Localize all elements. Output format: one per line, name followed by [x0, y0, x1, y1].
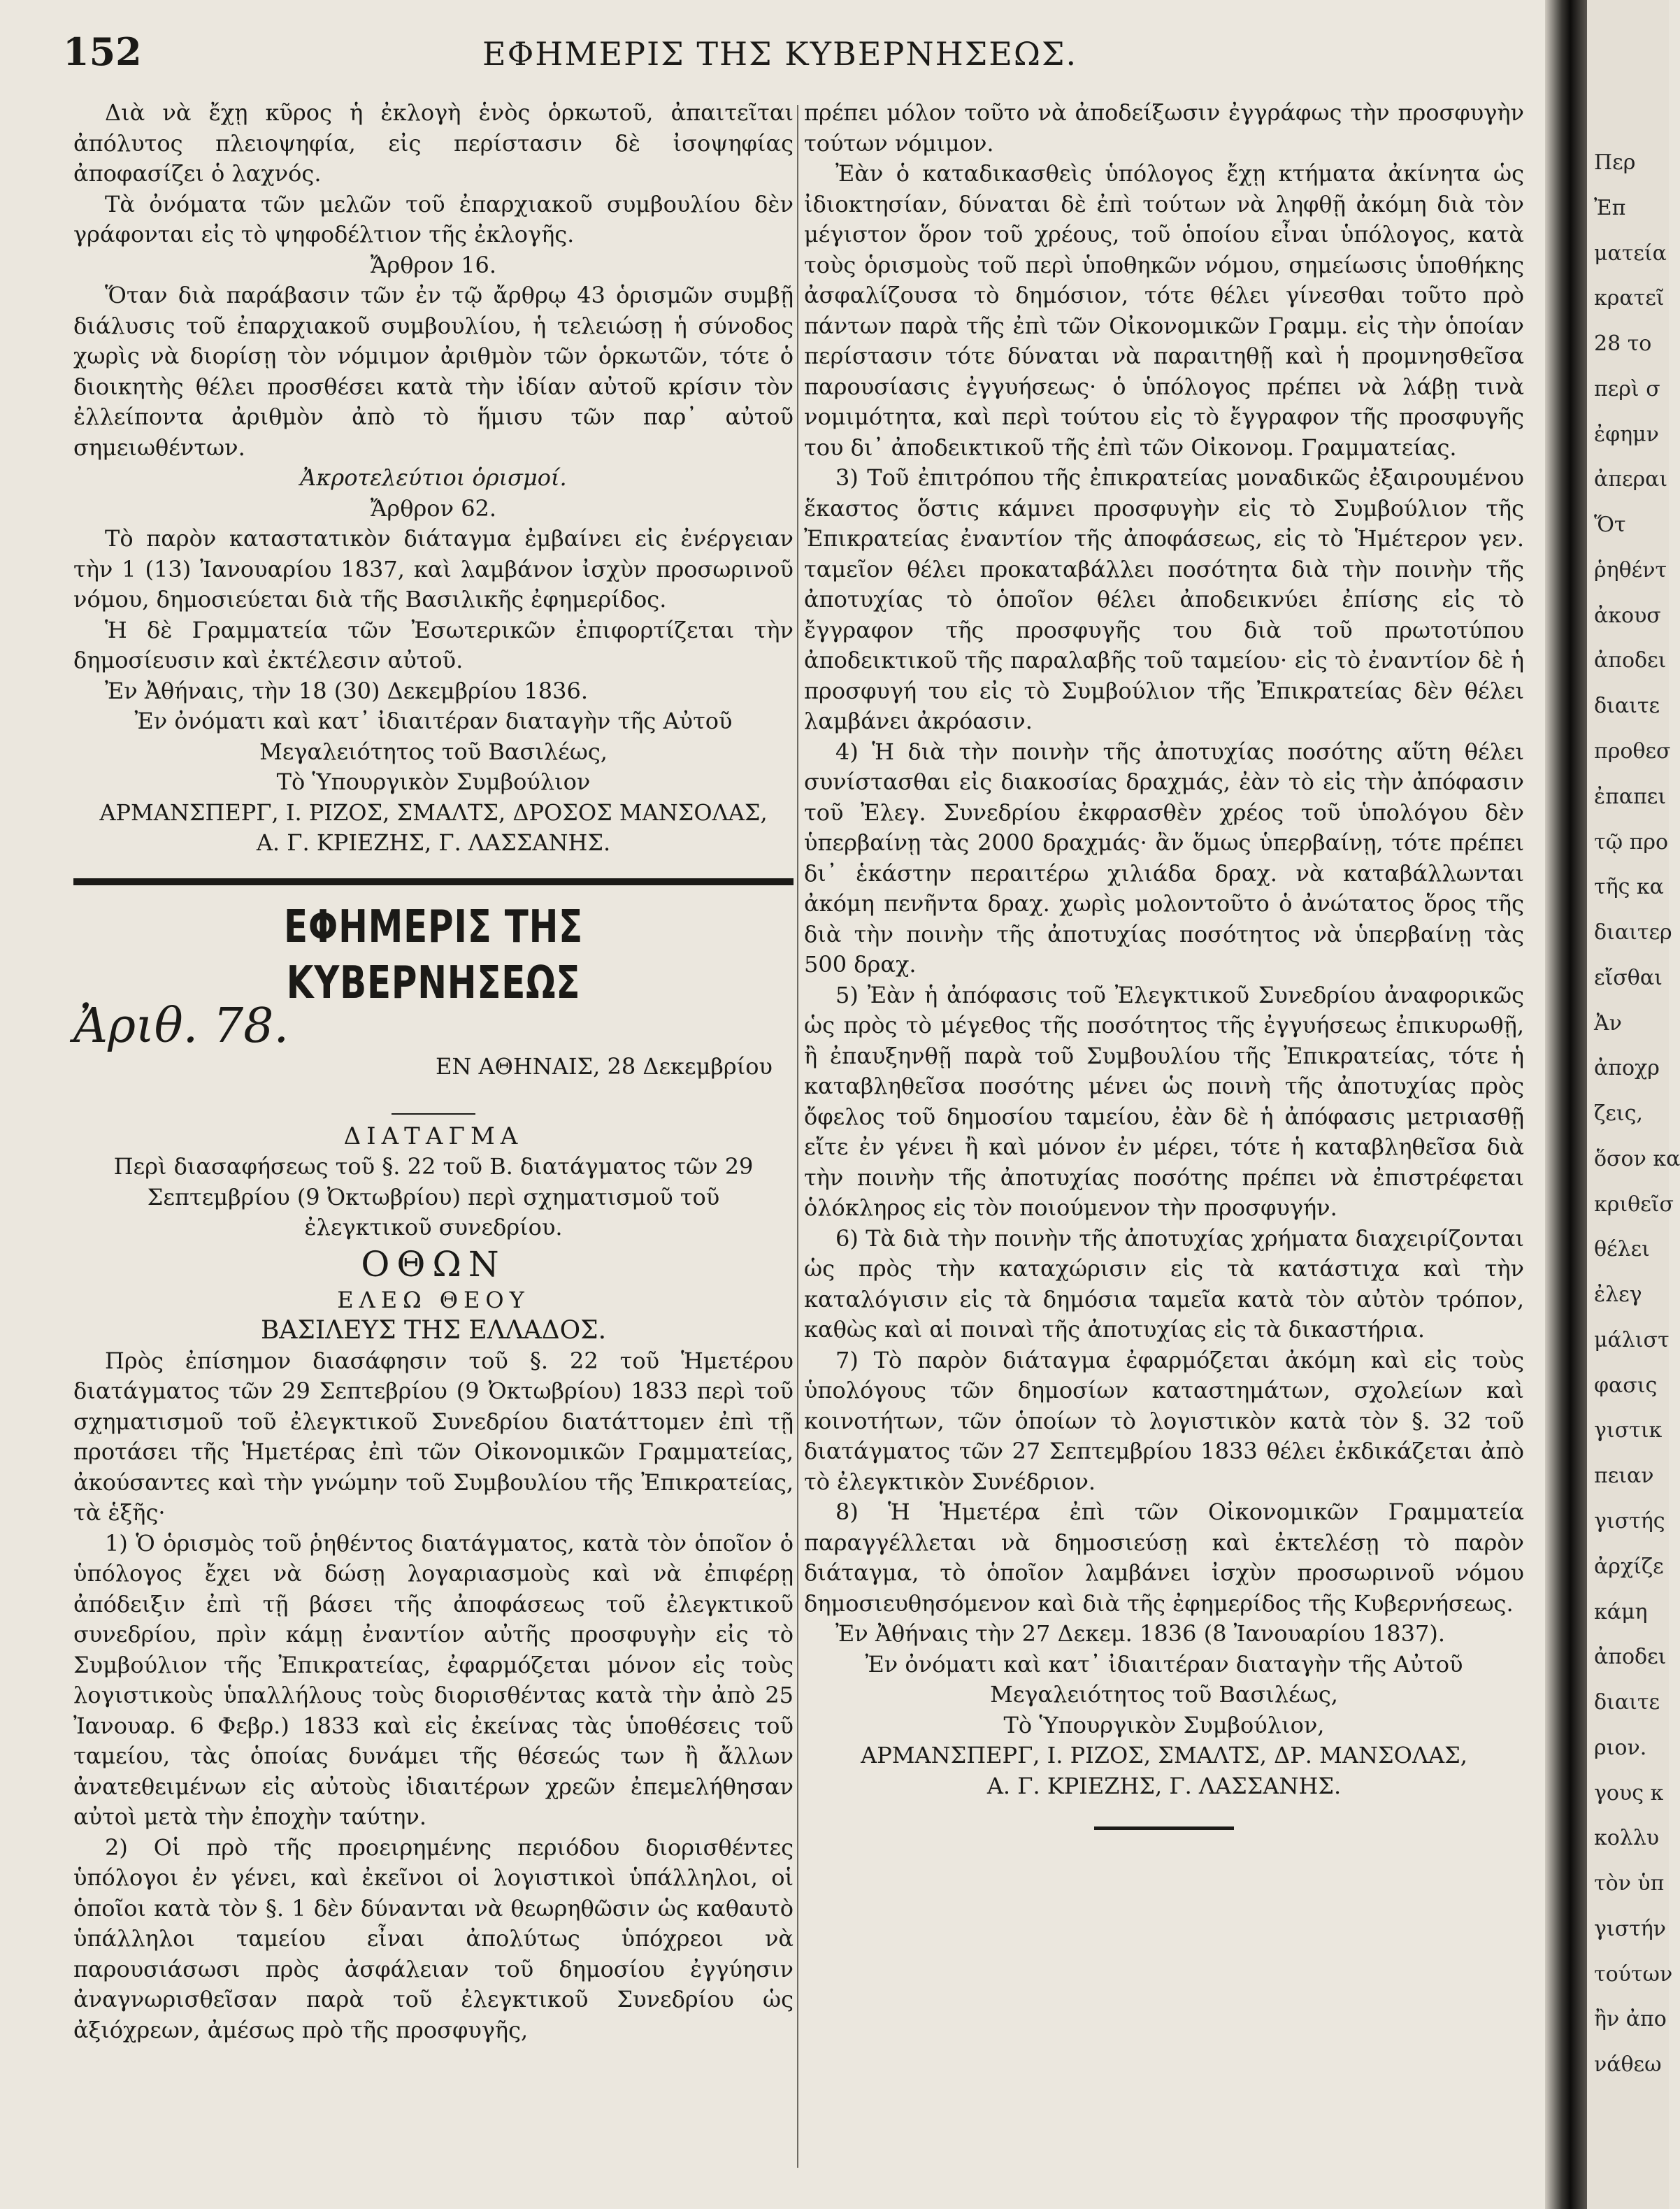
next-page-fragment: προθεσ [1594, 739, 1671, 764]
short-rule [392, 1113, 475, 1115]
next-page-fragment: ἀκουσ [1594, 603, 1661, 628]
page-number: 152 [63, 29, 142, 74]
right-column [804, 98, 1524, 2168]
end-rule [1094, 1826, 1234, 1830]
next-page-fragment: γιστικ [1594, 1418, 1663, 1443]
clause: 4) Ἡ διὰ τὴν ποινὴν τῆς ἀποτυχίας ποσότης αὕτη θέλει συνίστασθαι εἰς διακοσίας δραχμάς, ἐὰν τὸ εἰς τὴν ἀπόφασιν τοῦ Ἐλεγ. Συνεδρίου ἐκφρασθὲν χρέος τοῦ ὑπολόγου δὲν ὑπερβαίνῃ τὰς 2000 δραχμάς· ἂν ὅμως ὑπερβαίνῃ, τότε πρέπει δι᾽ ἑκάστην περαιτέρω χιλιάδα δραχ. νὰ καταβάλλωνται ἀκόμη πενῆντα δραχ. χωρὶς μολοντοῦτο ὁ ἀνώτατος ὅρος τῆς διὰ τὴν ποινὴν τῆς ἀποτυχίας ποσότητος νὰ ὑπερβαίνῃ τὰς 500 δραχ. [804, 738, 1524, 978]
next-page-fragment: κριθεῖσ [1594, 1192, 1674, 1217]
next-page-fragment: τούτων [1594, 1962, 1673, 1987]
clause: 1) Ὁ ὁρισμὸς τοῦ ῥηθέντος διατάγματος, κατὰ τὸν ὁποῖον ὁ ὑπόλογος ἔχει νὰ δώσῃ λογαριασμοὺς καὶ νὰ ἐπιφέρῃ ἀπόδειξιν ἐπὶ τῇ βάσει τῆς ἀποφάσεως τοῦ ἐλεγκτικοῦ συνεδρίου, πρὶν κάμῃ ἐναντίον αὐτῆς προσφυγὴν εἰς τὸ Συμβούλιον τῆς Ἐπικρατείας, ἐφαρμόζεται μόνον εἰς τοὺς λογιστικοὺς ὑπαλλήλους τοὺς διορισθέντας κατὰ τὴν ἀπὸ 25 Ἰανουαρ. 6 Φεβρ.) 1833 καὶ εἰς ἐκείνας τὰς ὑποθέσεις τοῦ ταμείου, τὰς ὁποίας δυνάμει τῆς θέσεώς των ἢ ἄλλων ἀνατεθειμένων εἰς αὐτοὺς ἰδιαιτέρων χρεῶν ἐπεμελήθησαν αὐτοὶ μετὰ τὴν ἐποχὴν ταύτην. [73, 1529, 794, 1830]
signature-line: Μεγαλειότητος τοῦ Βασιλέως, [990, 1681, 1338, 1708]
king-name: ΟΘΩΝ [361, 1243, 506, 1285]
clause: 2) Οἱ πρὸ τῆς προειρημένης περιόδου διορισθέντες ὑπόλογοι ἐν γένει, καὶ ἐκεῖνοι οἱ λογιστικοὶ ὑπάλληλοι, οἱ ὁποῖοι κατὰ τὸν §. 1 δὲν δύνανται νὰ θεωρηθῶσιν ὡς καθαυτὸ ὑπάλληλοι ταμείου εἶναι ἀπολύτως ὑπόχρεοι νὰ παρουσιάσωσι πρὸς ἀσφάλειαν τοῦ δημοσίου ἐγγύησιν ἀναγνωρισθεῖσαν παρὰ τοῦ ἐλεγκτικοῦ Συνεδρίου ὡς ἀξιόχρεων, ἀμέσως πρὸ τῆς προσφυγῆς, [73, 1833, 794, 2043]
paragraph: πρέπει μόλον τοῦτο νὰ ἀποδείξωσιν ἐγγράφως τὴν προσφυγὴν τούτων νόμιμον. [804, 99, 1524, 157]
next-page-fragment: νάθεω [1594, 2052, 1662, 2077]
next-page-fragment: κρατεῖ [1594, 286, 1665, 310]
clause: 6) Τὰ διὰ τὴν ποινὴν τῆς ἀποτυχίας χρήματα διαχειρίζονται ὡς πρὸς τὴν καταχώρισιν εἰς τὰ κατάστιχα καὶ τὴν καταλόγισιν εἰς τὰ δημόσια ταμεῖα κατὰ τὸν αὐτὸν τρόπον, καθὼς καὶ αἱ ποιναὶ τῆς ἀποτυχίας εἰς τὰ δικαστήρια. [804, 1224, 1524, 1343]
next-page-fragment: τῆς κα [1594, 875, 1664, 899]
article-heading: Ἄρθρον 16. [370, 251, 497, 278]
signature-line: Τὸ Ὑπουργικὸν Συμβούλιον, [1003, 1711, 1325, 1738]
signatories: ΑΡΜΑΝΣΠΕΡΓ, Ι. ΡΙΖΟΣ, ΣΜΑΛΤΣ, ΔΡ. ΜΑΝΣΟΛΑΣ, [861, 1742, 1467, 1768]
next-page-fragment: ματεία [1594, 241, 1667, 266]
section-heading: Ἀκροτελεύτιοι ὁρισμοί. [300, 464, 567, 491]
next-page-fragment: ῥηθέντ [1594, 558, 1667, 582]
next-page-fragment: εἴσθαι [1594, 966, 1663, 990]
signatories: ΑΡΜΑΝΣΠΕΡΓ, Ι. ΡΙΖΟΣ, ΣΜΑΛΤΣ, ΔΡΟΣΟΣ ΜΑΝΣΟΛΑΣ, [99, 799, 768, 826]
paragraph: Τὰ ὀνόματα τῶν μελῶν τοῦ ἐπαρχιακοῦ συμβουλίου δὲν γράφονται εἰς τὸ ψηφοδέλτιον τῆς ἐκλογῆς. [73, 190, 794, 248]
next-page-fragment: ἢν ἀπο [1594, 2007, 1667, 2031]
next-page-fragment: τὸν ὑπ [1594, 1871, 1665, 1896]
next-page-fragment: περὶ σ [1594, 377, 1660, 401]
paragraph: Ἐὰν ὁ καταδικασθεὶς ὑπόλογος ἔχῃ κτήματα ἀκίνητα ὡς ἰδιοκτησίαν, δύναται δὲ ἐπὶ τούτων νὰ ληφθῇ ἀκόμη διὰ τὸν μέγιστον ὅρον τοῦ χρέους, τοῦ ὁποίου εἶναι ὑπόλογος, κατὰ τοὺς ὁρισμοὺς τοῦ περὶ ὑποθηκῶν νόμου, σημείωσις ὑποθήκης ἀσφαλίζουσα τὸ δημόσιον, τότε θέλει γίνεσθαι τοῦτο πρὸ πάντων παρὰ τῆς ἐπὶ τῶν Οἰκονομικῶν Γραμμ. εἰς τὴν ὁποίαν περίστασιν τότε δύναται νὰ παραιτηθῇ καὶ ἡ προμνησθεῖσα παρουσίασις ἐγγυήσεως· ὁ ὑπόλογος πρέπει νὰ λάβῃ τινὰ νομιμότητα, καὶ περὶ τούτου εἰς τὸ ἔγγραφον τῆς προσφυγῆς του δι᾽ ἀποδεικτικοῦ τῆς ἐπὶ τῶν Οἰκονομ. Γραμματείας. [804, 160, 1524, 461]
next-page-fragment: κάμη [1594, 1600, 1648, 1624]
date-line: Ἐν Ἀθήναις τὴν 27 Δεκεμ. 1836 (8 Ἰανουαρίου 1837). [835, 1620, 1445, 1647]
next-page-fragment: γιστήν [1594, 1917, 1666, 1941]
next-page-fragment: κολλυ [1594, 1826, 1660, 1850]
preamble: Πρὸς ἐπίσημον διασάφησιν τοῦ §. 22 τοῦ Ἡμετέρου διατάγματος τῶν 29 Σεπτεβρίου (9 Ὀκτωβρίου) 1833 περὶ τοῦ σχηματισμοῦ τοῦ ἐλεγκτικοῦ Συνεδρίου διατάττομεν ἐπὶ τῇ προτάσει τῆς Ἡμετέρας ἐπὶ τῶν Οἰκονομικῶν Γραμματείας, ἀκούσαντες καὶ τὴν γνώμην τοῦ Συμβουλίου τῆς Ἐπικρατείας, τὰ ἑξῆς· [73, 1347, 794, 1526]
next-page-fragment: ἀποδει [1594, 1645, 1667, 1669]
paragraph: Ἡ δὲ Γραμματεία τῶν Ἐσωτερικῶν ἐπιφορτίζεται τὴν δημοσίευσιν καὶ ἐκτέλεσιν αὐτοῦ. [73, 616, 794, 673]
paragraph: Τὸ παρὸν καταστατικὸν διάταγμα ἐμβαίνει εἰς ἐνέργειαν τὴν 1 (13) Ἰανουαρίου 1837, καὶ λαμβάνον ἰσχὺν προσωρινοῦ νόμου, δημοσιεύεται διὰ τῆς Βασιλικῆς ἐφημερίδος. [73, 525, 794, 613]
decree-title: ΔΙΑΤΑΓΜΑ [343, 1122, 524, 1150]
section-rule [73, 880, 794, 885]
signature-line: Ἐν ὀνόματι καὶ κατ᾽ ἰδιαιτέραν διαταγὴν τῆς Αὐτοῦ [134, 708, 733, 734]
issue-date: ΕΝ ΑΘΗΝΑΙΣ, 28 Δεκεμβρίου [435, 1052, 773, 1080]
clause: 7) Τὸ παρὸν διάταγμα ἐφαρμόζεται ἀκόμη καὶ εἰς τοὺς ὑπολόγους τῶν δημοσίων καταστημάτων, σχολείων καὶ κοινοτήτων, τῶν ὁποίων τὸ λογιστικὸν κατὰ τὸν §. 32 τοῦ διατάγματος τῶν 27 Σεπτεμβρίου 1833 θέλει ἐκδικάζεται ἀπὸ τὸ ἐλεγκτικὸν Συνέδριον. [804, 1346, 1524, 1495]
king-title: ΒΑΣΙΛΕΥΣ ΤΗΣ ΕΛΛΑΔΟΣ. [260, 1316, 607, 1345]
next-page-fragment: ριον. [1594, 1736, 1647, 1760]
clause: 3) Τοῦ ἐπιτρόπου τῆς ἐπικρατείας μοναδικῶς ἐξαιρουμένου ἕκαστος ὅστις κάμνει προσφυγὴν εἰς τὸ Συμβούλιον τῆς Ἐπικρατείας ἐναντίον τῆς ἀποφάσεως, εἰς τὸ Ἡμέτερον γεν. ταμεῖον θέλει προκαταβάλλει ποσότητα διὰ τὴν ποινὴν τῆς ἀποτυχίας τὸ ὁποῖον θέλει ἀποδεικνύει ἐπίσης εἰς τὸ ἔγγραφον τῆς προσφυγῆς του διὰ τοῦ πρωτοτύπου ἀποδεικτικοῦ τῆς παραλαβῆς τοῦ ταμείου· εἰς τὸ ἐναντίον δὲ ἡ προσφυγή του εἰς τὸ Συμβούλιον τῆς Ἐπικρατείας δὲν θέλει λαμβάνει ἀκρόασιν. [804, 464, 1524, 734]
next-page-edge [1587, 0, 1680, 2209]
grace-of-god: ΕΛΕΩ ΘΕΟΥ [337, 1286, 530, 1313]
next-page-fragment: Περ [1594, 150, 1636, 175]
next-page-fragment: ὅσον κα [1594, 1147, 1680, 1171]
next-page-fragment: Ὅτ [1594, 513, 1626, 537]
next-page-fragment: γιστής [1594, 1509, 1665, 1534]
next-page-fragment: διαιτερ [1594, 920, 1672, 945]
next-page-fragment: μάλιστ [1594, 1328, 1670, 1352]
signature-line: Μεγαλειότητος τοῦ Βασιλέως, [259, 738, 608, 765]
next-page-fragment: τῷ προ [1594, 830, 1669, 855]
column-divider [797, 105, 798, 2168]
next-page-fragment: Ἀν [1594, 1011, 1622, 1036]
next-page-fragment: ἀποχρ [1594, 1056, 1660, 1080]
clause: 8) Ἡ Ἡμετέρα ἐπὶ τῶν Οἰκονομικῶν Γραμματεία παραγγέλλεται νὰ δημοσιεύσῃ καὶ ἐκτελέσῃ τὸ παρὸν διάταγμα, τὸ ὁποῖον λαμβάνει ἰσχὺν προσωρινοῦ νόμου δημοσιευθησόμενον καὶ διὰ τῆς ἐφημερίδος τῆς Κυβερνήσεως. [804, 1499, 1524, 1617]
masthead: ΕΦΗΜΕΡΙΣ ΤΗΣ ΚΥΒΕΡΝΗΣΕΩΣ [283, 901, 584, 1009]
next-page-fragment: ζεις, [1594, 1101, 1643, 1126]
paragraph: Διὰ νὰ ἔχῃ κῦρος ἡ ἐκλογὴ ἑνὸς ὁρκωτοῦ, ἀπαιτεῖται ἀπόλυτος πλειοψηφία, εἰς περίστασιν δὲ ἰσοψηφίας ἀποφασίζει ὁ λαχνός. [73, 99, 794, 187]
paragraph: Ὅταν διὰ παράβασιν τῶν ἐν τῷ ἄρθρῳ 43 ὁρισμῶν συμβῇ διάλυσις τοῦ ἐπαρχιακοῦ συμβουλίου, ἡ τελειώσῃ ἡ σύνοδος χωρὶς νὰ διορίσῃ τὸν νόμιμον ἀριθμὸν τῶν ὁρκωτῶν, τότε ὁ διοικητὴς θέλει προσθέσει κατὰ τὴν ἰδίαν αὐτοῦ κρίσιν τὸν ἐλλείποντα ἀριθμὸν ἀπὸ τὸ ἥμισυ τῶν παρ᾽ αὐτοῦ σημειωθέντων. [73, 282, 794, 461]
next-page-fragment: ἀπεραι [1594, 467, 1668, 492]
next-page-fragment: γους κ [1594, 1781, 1664, 1806]
article-heading: Ἄρθρον 62. [370, 494, 497, 522]
signatories: Α. Γ. ΚΡΙΕΖΗΣ, Γ. ΛΑΣΣΑΝΗΣ. [256, 829, 611, 856]
decree-subject: Περὶ διασαφήσεως τοῦ §. 22 τοῦ Β. διατάγματος τῶν 29 Σεπτεμβρίου (9 Ὀκτωβρίου) περὶ σχηματισμοῦ τοῦ ἐλεγκτικοῦ συνεδρίου. [113, 1153, 754, 1241]
running-title: ΕΦΗΜΕΡΙΣ ΤΗΣ ΚΥΒΕΡΝΗΣΕΩΣ. [482, 35, 1078, 73]
signature-line: Τὸ Ὑπουργικὸν Συμβούλιον [276, 768, 591, 795]
issue-number: Ἀριθ. 78. [73, 998, 289, 1054]
next-page-fragment: Ἐπ [1594, 196, 1626, 220]
next-page-fragment: ἐλεγ [1594, 1282, 1642, 1307]
next-page-fragment: 28 το [1594, 331, 1652, 356]
next-page-fragment: φασις [1594, 1373, 1658, 1398]
left-column [73, 98, 794, 2168]
signatories: Α. Γ. ΚΡΙΕΖΗΣ, Γ. ΛΑΣΣΑΝΗΣ. [986, 1772, 1342, 1799]
issue-row [73, 998, 794, 1109]
date-line: Ἐν Ἀθήναις, τὴν 18 (30) Δεκεμβρίου 1836. [105, 677, 589, 704]
next-page-fragment: πειαν [1594, 1464, 1654, 1488]
signature-line: Ἐν ὀνόματι καὶ κατ᾽ ἰδιαιτέραν διαταγὴν τῆς Αὐτοῦ [865, 1650, 1463, 1678]
next-page-fragment: ἐπαπει [1594, 785, 1667, 809]
clause: 5) Ἐὰν ἡ ἀπόφασις τοῦ Ἐλεγκτικοῦ Συνεδρίου ἀναφορικῶς ὡς πρὸς τὸ μέγεθος τῆς ποσότητος τῆς ἐγγυήσεως ἐπικυρωθῇ, ἢ ἐπαυξηνθῇ παρὰ τοῦ Συμβουλίου τῆς Ἐπικρατείας, τότε ἡ καταβληθεῖσα ποσότης μένει ὡς ποινὴ τῆς ἀποτυχίας πρὸς ὄφελος τοῦ δημοσίου ταμείου, ἐὰν δὲ ἡ ἀπόφασις μετριασθῇ εἴτε ἐν γένει ἢ καὶ μόνον ἐν μέρει, τότε ἡ καταβληθεῖσα διὰ τὴν ποινὴν τῆς ἀποτυχίας ποσότης πρέπει νὰ ἐπιστρέφεται ὁλόκληρος εἰς τὸν ποιούμενον τὴν προσφυγήν. [804, 981, 1524, 1221]
next-page-fragment: θέλει [1594, 1237, 1650, 1261]
next-page-fragment: ἀρχίζε [1594, 1554, 1664, 1579]
book-gutter [1545, 0, 1587, 2209]
next-page-fragment: ἐφημν [1594, 422, 1659, 447]
next-page-fragment: ἀποδει [1594, 648, 1667, 673]
next-page-fragment: διαιτε [1594, 694, 1660, 718]
next-page-fragment: διαιτε [1594, 1690, 1660, 1715]
